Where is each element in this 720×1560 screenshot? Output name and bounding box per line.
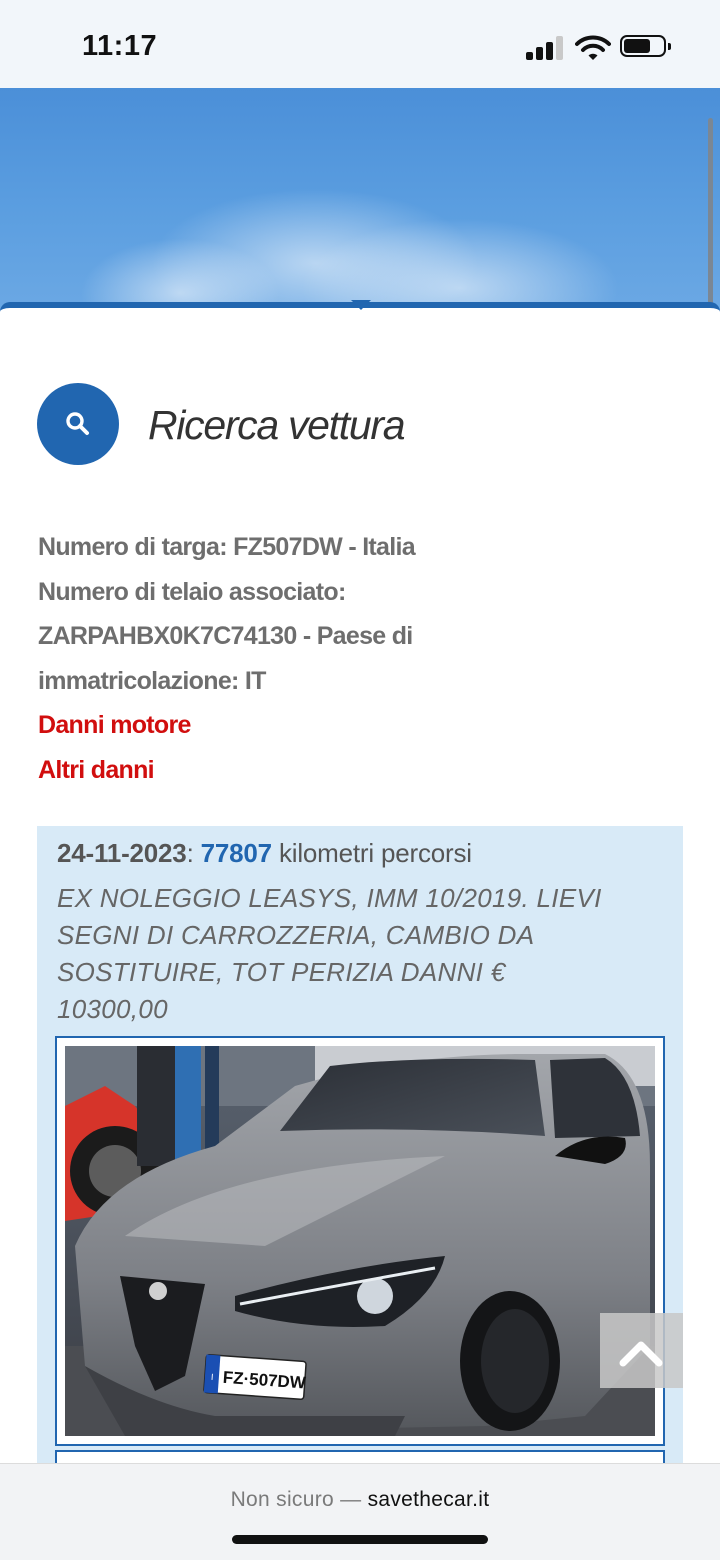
header-banner bbox=[0, 88, 720, 310]
plate-country-label: I bbox=[210, 1371, 214, 1383]
registration-country-line: immatricolazione: IT bbox=[38, 666, 266, 695]
entry-km: 77807 bbox=[200, 838, 272, 868]
entry-header bbox=[57, 838, 472, 869]
address-separator: — bbox=[340, 1488, 362, 1511]
car-photo-image bbox=[65, 1046, 655, 1436]
address-domain: savethecar.it bbox=[367, 1488, 490, 1511]
engine-damage-link[interactable]: Danni motore bbox=[38, 711, 191, 739]
description-line: 10300,00 bbox=[57, 994, 168, 1024]
browser-address-bar[interactable] bbox=[0, 1463, 720, 1560]
status-bar bbox=[0, 0, 720, 88]
address-text[interactable] bbox=[0, 1488, 720, 1512]
description-line: SOSTITUIRE, TOT PERIZIA DANNI € bbox=[57, 957, 506, 987]
chassis-label-line: Numero di telaio associato: bbox=[38, 577, 346, 606]
search-icon bbox=[65, 411, 91, 437]
description-line: EX NOLEGGIO LEASYS, IMM 10/2019. LIEVI bbox=[57, 883, 602, 913]
vehicle-info bbox=[38, 525, 688, 792]
page-title: Ricerca vettura bbox=[148, 402, 405, 448]
chevron-up-icon bbox=[618, 1333, 664, 1369]
chassis-number-line: ZARPAHBX0K7C74130 - Paese di bbox=[38, 622, 413, 650]
entry-km-label: kilometri percorsi bbox=[278, 838, 472, 868]
home-indicator[interactable] bbox=[232, 1535, 488, 1544]
plate-number-line: Numero di targa: FZ507DW - Italia bbox=[38, 533, 415, 561]
listing-entry bbox=[37, 826, 683, 1486]
cellular-signal-icon bbox=[524, 36, 564, 60]
card-notch bbox=[351, 300, 371, 310]
car-photo[interactable] bbox=[55, 1036, 665, 1446]
other-damage-link[interactable]: Altri danni bbox=[38, 755, 154, 784]
status-time: 11:17 bbox=[82, 30, 158, 62]
plate-text: FZ·507DW bbox=[222, 1367, 307, 1393]
wifi-icon bbox=[575, 34, 611, 62]
security-status: Non sicuro bbox=[230, 1488, 334, 1511]
search-button[interactable] bbox=[37, 383, 119, 465]
back-to-top-button[interactable] bbox=[600, 1313, 683, 1388]
description-line: SEGNI DI CARROZZERIA, CAMBIO DA bbox=[57, 920, 535, 950]
entry-date: 24-11-2023 bbox=[57, 838, 187, 868]
entry-description bbox=[57, 880, 677, 1028]
battery-icon bbox=[620, 35, 666, 57]
entry-separator: : bbox=[186, 838, 194, 868]
